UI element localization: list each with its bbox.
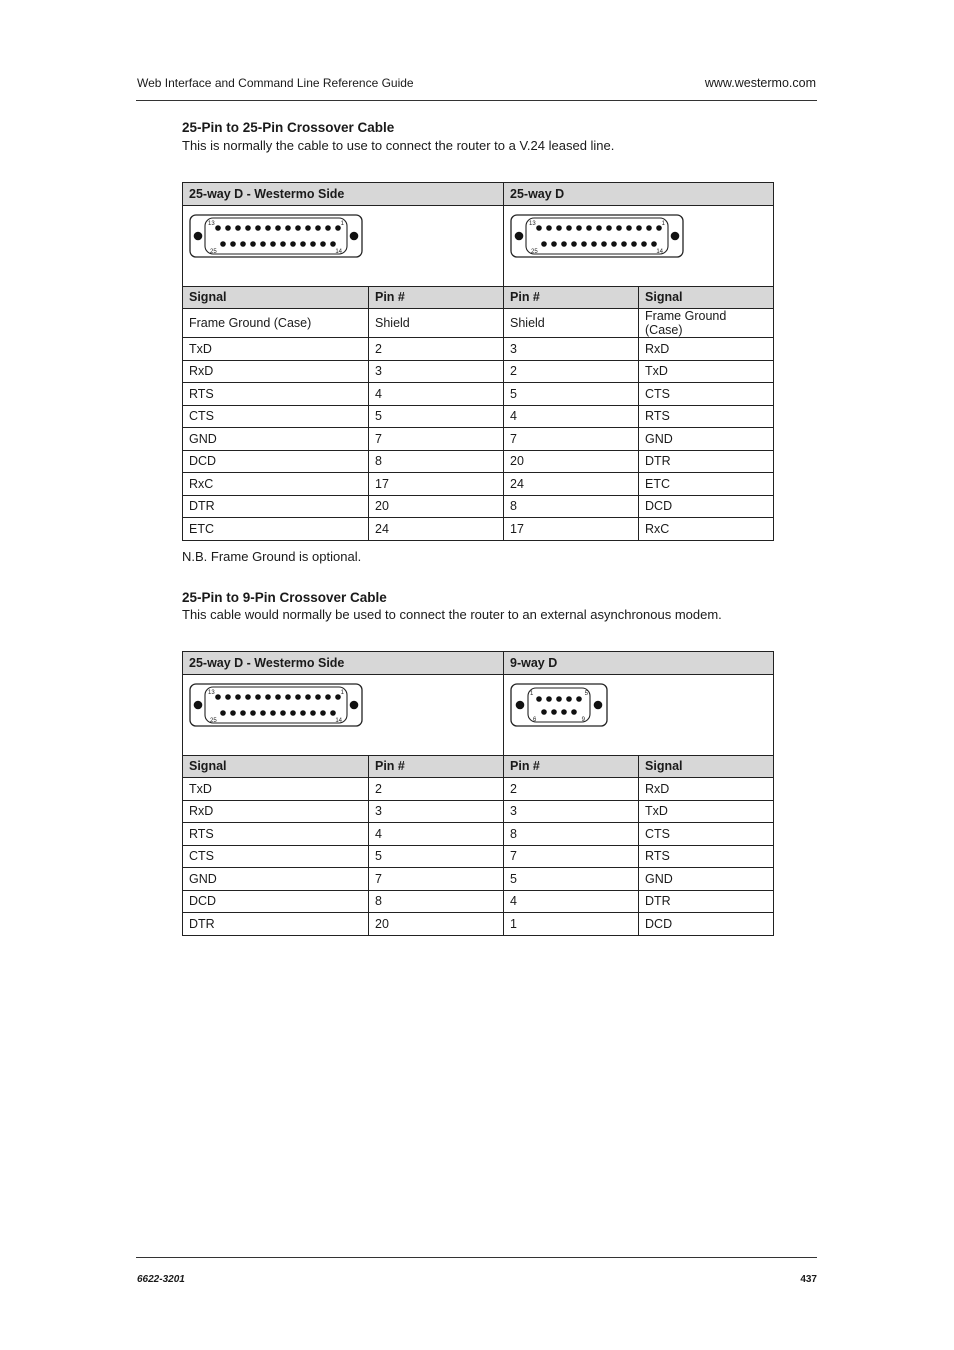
connector-face xyxy=(205,687,347,723)
pin xyxy=(240,710,246,716)
pin xyxy=(631,241,637,247)
cell: RxD xyxy=(183,800,369,823)
cell: RTS xyxy=(639,845,774,868)
footer-page-number: 437 xyxy=(800,1274,817,1285)
pin xyxy=(315,694,321,700)
pin xyxy=(641,241,647,247)
table1-right-connector-cell xyxy=(504,205,774,286)
pin xyxy=(571,241,577,247)
cell: DTR xyxy=(183,495,369,518)
cell: CTS xyxy=(183,405,369,428)
cell: CTS xyxy=(639,383,774,406)
table1-col-pin: Pin # xyxy=(504,286,639,309)
cell: DCD xyxy=(639,913,774,936)
table-row xyxy=(183,383,774,406)
pinout-table-25-to-9 xyxy=(182,651,774,936)
pin xyxy=(265,225,271,231)
pin xyxy=(295,225,301,231)
mounting-screw xyxy=(594,700,603,709)
cell: RTS xyxy=(183,823,369,846)
cell: 5 xyxy=(504,868,639,891)
pin xyxy=(230,241,236,247)
pin xyxy=(240,241,246,247)
pin xyxy=(305,225,311,231)
cell: 3 xyxy=(504,338,639,361)
pin xyxy=(536,225,542,231)
table2-left-header: 25-way D - Westermo Side xyxy=(183,652,504,675)
mounting-screw xyxy=(350,231,359,240)
pin xyxy=(541,709,547,715)
cell: RxC xyxy=(183,473,369,496)
pin xyxy=(320,241,326,247)
pin xyxy=(285,694,291,700)
db25-connector-icon xyxy=(189,211,369,261)
pin xyxy=(280,710,286,716)
cell: DTR xyxy=(639,450,774,473)
table1-col-pin: Pin # xyxy=(369,286,504,309)
cell: RxD xyxy=(639,338,774,361)
table2-left-connector-cell xyxy=(183,674,504,755)
pin xyxy=(571,709,577,715)
cell: TxD xyxy=(639,800,774,823)
pin xyxy=(626,225,632,231)
pin xyxy=(285,225,291,231)
pin xyxy=(325,225,331,231)
pin xyxy=(275,694,281,700)
cell: 2 xyxy=(504,778,639,801)
label-bl: 25 xyxy=(210,248,217,255)
pin xyxy=(250,241,256,247)
pin xyxy=(591,241,597,247)
cell: ETC xyxy=(183,518,369,541)
table2-right-header: 9-way D xyxy=(504,652,774,675)
cell: TxD xyxy=(183,778,369,801)
pin xyxy=(300,710,306,716)
pin xyxy=(225,694,231,700)
pin xyxy=(290,241,296,247)
table-row xyxy=(183,518,774,541)
connector-face xyxy=(526,218,668,254)
table-row xyxy=(183,800,774,823)
cell: 7 xyxy=(504,845,639,868)
pin xyxy=(320,710,326,716)
pin xyxy=(611,241,617,247)
cell: DTR xyxy=(183,913,369,936)
pin xyxy=(305,694,311,700)
cell: CTS xyxy=(639,823,774,846)
section1-description: This is normally the cable to use to connect the router to a V.24 leased line. xyxy=(182,138,615,153)
label-tr: 5 xyxy=(584,690,589,697)
cell: 4 xyxy=(504,890,639,913)
mounting-screw xyxy=(194,700,203,709)
pin xyxy=(536,696,542,702)
cell: 5 xyxy=(504,383,639,406)
pin xyxy=(541,241,547,247)
page-header-title: Web Interface and Command Line Reference Guide xyxy=(137,76,414,90)
cell: 4 xyxy=(504,405,639,428)
cell: 3 xyxy=(369,800,504,823)
label-tr: 1 xyxy=(340,220,344,227)
pin xyxy=(546,225,552,231)
cell: 1 xyxy=(504,913,639,936)
cell: CTS xyxy=(183,845,369,868)
label-bl: 6 xyxy=(533,716,537,723)
cell: RxD xyxy=(183,360,369,383)
mounting-screw xyxy=(350,700,359,709)
label-br: 14 xyxy=(656,248,664,255)
pin xyxy=(225,225,231,231)
label-br: 14 xyxy=(335,248,342,255)
cell: Shield xyxy=(369,309,504,338)
footer-doc-number: 6622-3201 xyxy=(137,1274,185,1285)
cell: RTS xyxy=(183,383,369,406)
pin xyxy=(325,694,331,700)
cell: 8 xyxy=(369,890,504,913)
label-tr: 1 xyxy=(661,220,666,227)
pin xyxy=(295,694,301,700)
table-row xyxy=(183,309,774,338)
pin xyxy=(651,241,657,247)
cell: 20 xyxy=(504,450,639,473)
cell: 7 xyxy=(369,428,504,451)
mounting-screw xyxy=(516,700,525,709)
pin xyxy=(330,241,336,247)
cell: RxD xyxy=(639,778,774,801)
db25-connector-icon xyxy=(510,211,690,261)
pin xyxy=(310,710,316,716)
pin xyxy=(300,241,306,247)
pin xyxy=(616,225,622,231)
pin xyxy=(621,241,627,247)
cell: 3 xyxy=(369,360,504,383)
pin xyxy=(235,694,241,700)
pin xyxy=(245,225,251,231)
cell: 8 xyxy=(504,823,639,846)
label-bl: 25 xyxy=(531,248,538,255)
cell: 8 xyxy=(504,495,639,518)
table-row xyxy=(183,778,774,801)
pin xyxy=(215,225,221,231)
label-tl: 13 xyxy=(529,220,536,227)
section2-description: This cable would normally be used to connect the router to an external asynchronous modem. xyxy=(182,607,722,622)
pin xyxy=(551,241,557,247)
db25-connector-icon xyxy=(189,680,369,730)
pin xyxy=(260,241,266,247)
connector-face xyxy=(205,218,347,254)
table-row xyxy=(183,845,774,868)
db9-connector-icon xyxy=(510,680,615,730)
cell: 8 xyxy=(369,450,504,473)
cell: RxC xyxy=(639,518,774,541)
pin xyxy=(230,710,236,716)
pin xyxy=(561,709,567,715)
table-row xyxy=(183,473,774,496)
pin xyxy=(606,225,612,231)
header-divider xyxy=(136,100,817,101)
table-row xyxy=(183,890,774,913)
pin xyxy=(315,225,321,231)
cell: 2 xyxy=(369,778,504,801)
label-bl: 25 xyxy=(210,717,217,724)
pin xyxy=(280,241,286,247)
pin xyxy=(245,694,251,700)
pin xyxy=(255,225,261,231)
cell: 2 xyxy=(504,360,639,383)
pin xyxy=(581,241,587,247)
mounting-screw xyxy=(515,231,524,240)
table-row xyxy=(183,868,774,891)
table-row xyxy=(183,428,774,451)
cell: 24 xyxy=(369,518,504,541)
frame-ground-note: N.B. Frame Ground is optional. xyxy=(182,549,362,564)
cell: 5 xyxy=(369,405,504,428)
cell: GND xyxy=(639,428,774,451)
pin xyxy=(561,241,567,247)
section1-title: 25-Pin to 25-Pin Crossover Cable xyxy=(182,120,395,135)
cell: TxD xyxy=(183,338,369,361)
pin xyxy=(265,694,271,700)
pin xyxy=(310,241,316,247)
pin xyxy=(601,241,607,247)
cell: GND xyxy=(183,428,369,451)
pin xyxy=(576,696,582,702)
pin xyxy=(636,225,642,231)
table1-left-header: 25-way D - Westermo Side xyxy=(183,183,504,206)
table-row xyxy=(183,450,774,473)
cell: 20 xyxy=(369,913,504,936)
footer-divider xyxy=(136,1257,817,1258)
cell: ETC xyxy=(639,473,774,496)
label-tl: 1 xyxy=(530,690,534,697)
table1-right-header: 25-way D xyxy=(504,183,774,206)
pin xyxy=(556,696,562,702)
table-row xyxy=(183,495,774,518)
pin xyxy=(220,710,226,716)
cell: 4 xyxy=(369,823,504,846)
table-row xyxy=(183,913,774,936)
cell: 7 xyxy=(369,868,504,891)
pin xyxy=(556,225,562,231)
section2-title: 25-Pin to 9-Pin Crossover Cable xyxy=(182,590,387,605)
cell: 5 xyxy=(369,845,504,868)
table2-col-signal: Signal xyxy=(183,755,369,778)
pin xyxy=(270,241,276,247)
pin xyxy=(255,694,261,700)
cell: Frame Ground (Case) xyxy=(183,309,369,338)
cell: DCD xyxy=(183,890,369,913)
table2-col-pin: Pin # xyxy=(504,755,639,778)
pin xyxy=(215,694,221,700)
pin xyxy=(576,225,582,231)
pin xyxy=(551,709,557,715)
label-tl: 13 xyxy=(208,689,215,696)
label-br: 14 xyxy=(335,717,342,724)
pin xyxy=(646,225,652,231)
cell: RTS xyxy=(639,405,774,428)
cell: Frame Ground (Case) xyxy=(639,309,774,338)
cell: DCD xyxy=(183,450,369,473)
pin xyxy=(270,710,276,716)
cell: 3 xyxy=(504,800,639,823)
label-tl: 13 xyxy=(208,220,215,227)
cell: DTR xyxy=(639,890,774,913)
pin xyxy=(586,225,592,231)
pin xyxy=(250,710,256,716)
cell: Shield xyxy=(504,309,639,338)
cell: DCD xyxy=(639,495,774,518)
cell: 17 xyxy=(369,473,504,496)
cell: GND xyxy=(183,868,369,891)
pin xyxy=(566,696,572,702)
cell: 24 xyxy=(504,473,639,496)
table2-col-pin: Pin # xyxy=(369,755,504,778)
pin xyxy=(275,225,281,231)
table-row xyxy=(183,360,774,383)
table1-col-signal: Signal xyxy=(639,286,774,309)
pin xyxy=(260,710,266,716)
pin xyxy=(566,225,572,231)
cell: 7 xyxy=(504,428,639,451)
table-row xyxy=(183,405,774,428)
pin xyxy=(220,241,226,247)
pinout-table-25-to-25 xyxy=(182,182,774,541)
cell: 17 xyxy=(504,518,639,541)
mounting-screw xyxy=(194,231,203,240)
cell: 4 xyxy=(369,383,504,406)
label-tr: 1 xyxy=(340,689,344,696)
table1-left-connector-cell xyxy=(183,205,504,286)
label-br: 9 xyxy=(581,716,586,723)
cell: TxD xyxy=(639,360,774,383)
table2-right-connector-cell xyxy=(504,674,774,755)
table-row xyxy=(183,823,774,846)
cell: 20 xyxy=(369,495,504,518)
cell: GND xyxy=(639,868,774,891)
pin xyxy=(546,696,552,702)
mounting-screw xyxy=(671,231,680,240)
pin xyxy=(290,710,296,716)
table1-col-signal: Signal xyxy=(183,286,369,309)
table-row xyxy=(183,338,774,361)
pin xyxy=(330,710,336,716)
cell: 2 xyxy=(369,338,504,361)
pin xyxy=(235,225,241,231)
table2-col-signal: Signal xyxy=(639,755,774,778)
page-header-url[interactable]: www.westermo.com xyxy=(704,76,816,90)
pin xyxy=(596,225,602,231)
